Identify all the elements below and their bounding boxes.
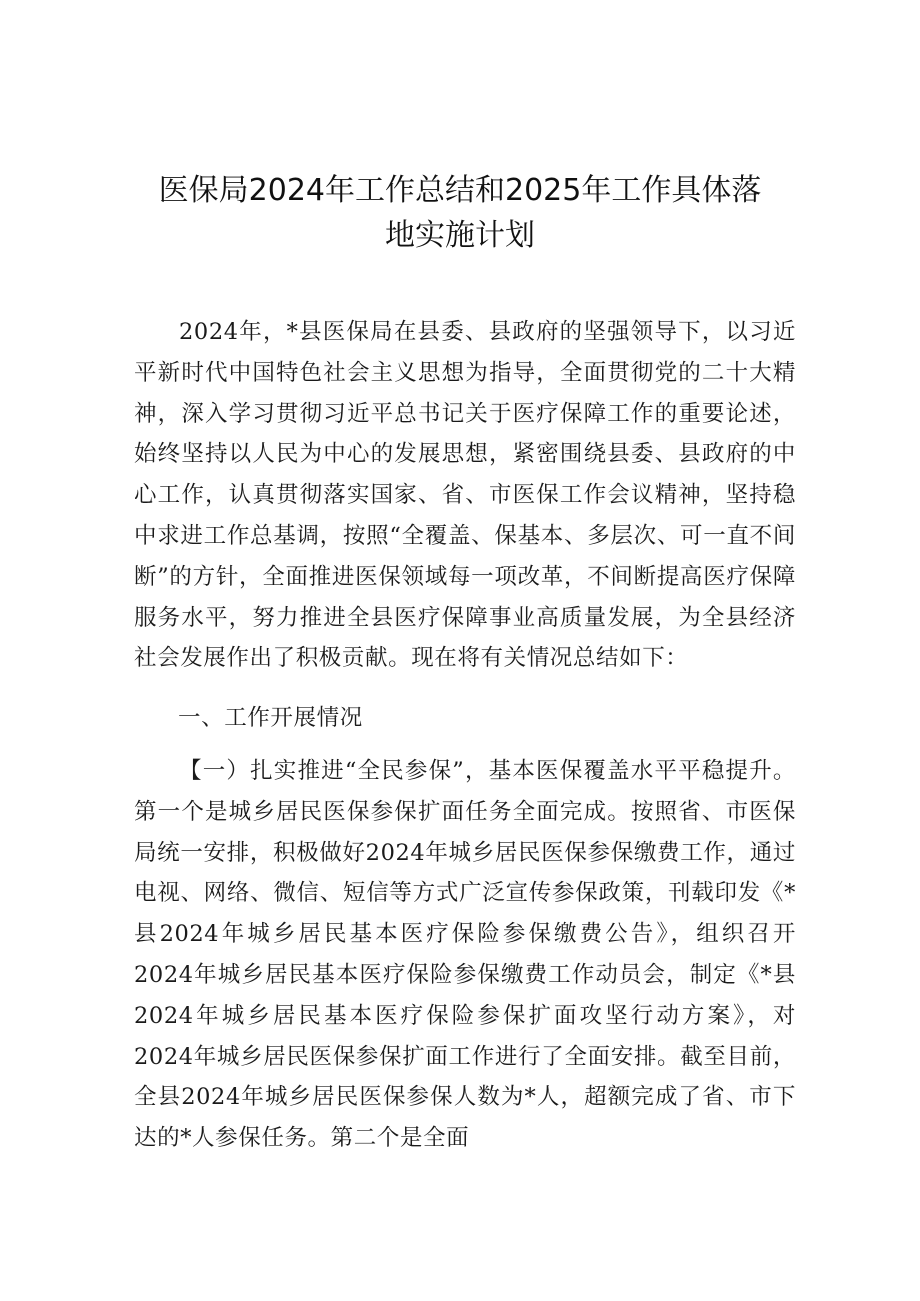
- title-line-1: 医保局2024年工作总结和2025年工作具体落: [158, 173, 762, 208]
- section-heading: 一、工作开展情况: [178, 705, 363, 731]
- section-paragraph: 【一）扎实推进“全民参保”，基本医保覆盖水平平稳提升。第一个是城乡居民医保参保扩面任务全面完成。按照省、市医保局统一安排，积极做好2024年城乡居民医保参保缴费工作，通过电视、网络、微信、短信等方式广泛宣传参保政策，刊载印发《*县2024年城乡居民基本医疗保险参保缴费公告》，组织召开2024年城乡居民基本医疗保险参保缴费工作动员会，制定《*县2024年城乡居民基本医疗保险参保扩面攻坚行动方案》，对2024年城乡居民医保参保扩面工作进行了全面安排。截至目前，全县2024年城乡居民医保参保人数为*人，超额完成了省、市下达的*人参保任务。第二个是全面: [134, 758, 796, 1152]
- intro-paragraph: 2024年，*县医保局在县委、县政府的坚强领导下，以习近平新时代中国特色社会主义思想为指导，全面贯彻党的二十大精神，深入学习贯彻习近平总书记关于医疗保障工作的重要论述，始终坚持以人民为中心的发展思想，紧密围绕县委、县政府的中心工作，认真贯彻落实国家、省、市医保工作会议精神，坚持稳中求进工作总基调，按照“全覆盖、保基本、多层次、可一直不间断”的方针，全面推进医保领域每一项改革，不间断提高医疗保障服务水平，努力推进全县医疗保障事业高质量发展，为全县经济社会发展作出了积极贡献。现在将有关情况总结如下：: [134, 319, 796, 672]
- title-line-2: 地实施计划: [385, 218, 535, 253]
- document-title: [120, 168, 800, 258]
